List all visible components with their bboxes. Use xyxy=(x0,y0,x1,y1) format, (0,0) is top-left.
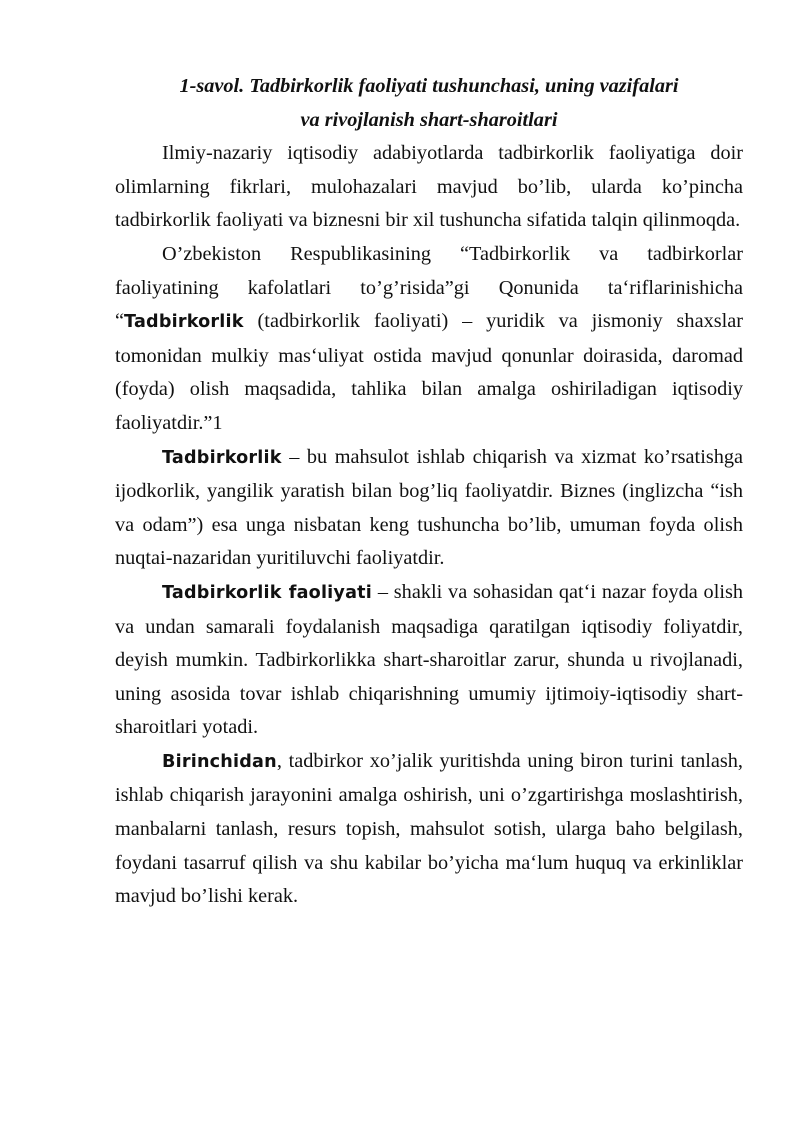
paragraph-3-body: – bu mahsulot ishlab chiqarish va xizmat ko’rsatishga ijodkorlik, yangilik yaratish bilan bog’liq faoliyatdir. Biznes (inglizcha “ish va odam”) esa unga nisbatan keng tushuncha bo’lib, umuman foyda olish nuqtai-nazaridan yuritiluvchi faoliyatdir. xyxy=(115,445,743,570)
term-tadbirkorlik: Tadbirkorlik xyxy=(162,447,282,468)
paragraph-3 xyxy=(115,441,743,576)
term-tadbirkorlik-faoliyati: Tadbirkorlik faoliyati xyxy=(162,582,372,603)
paragraph-2 xyxy=(115,238,743,441)
paragraph-5-body: , tadbirkor xo’jalik yuritishda uning biron turini tanlash, ishlab chiqarish jarayonini amalga oshirish, uni o’zgartirishga moslashtirish, manbalarni tanlash, resurs topish, mahsulot sotish, ularga baho belgilash, foydani tasarruf qilish va shu kabilar bo’yicha ma‘lum huquq va erkinliklar mavjud bo’lishi kerak. xyxy=(115,749,743,908)
paragraph-4 xyxy=(115,576,743,745)
paragraph-1: Ilmiy-nazariy iqtisodiy adabiyotlarda tadbirkorlik faoliyatiga doir olimlarning fikrlari, mulohazalari mavjud bo’lib, ularda ko’pincha tadbirkorlik faoliyati va biznesni bir xil tushuncha sifatida talqin qilinmoqda. xyxy=(115,142,743,232)
paragraph-2-lead: O’zbekiston Respublikasining “Tadbirkorlik va tadbirkorlar faoliyatining kafolatlari to’g’risida”gi Qonunida ta‘riflarinishicha “ xyxy=(115,242,743,333)
term-tadbirkorlik-definition: Tadbirkorlik xyxy=(124,312,244,333)
term-birinchidan: Birinchidan xyxy=(162,751,277,772)
section-title-line-1: 1-savol. Tadbirkorlik faoliyati tushunchasi, uning vazifalari xyxy=(179,75,679,97)
document-page xyxy=(115,70,743,914)
paragraph-5 xyxy=(115,745,743,914)
section-title xyxy=(115,70,743,137)
paragraph-2-body: (tadbirkorlik faoliyati) – yuridik va jismoniy shaxslar tomonidan mulkiy mas‘uliyat ostida mavjud qonunlar doirasida, daromad (foyda) olish maqsadida, tahlika bilan amalga oshiriladigan iqtisodiy faoliyatdir.”1 xyxy=(115,310,743,434)
section-title-line-2: va rivojlanish shart-sharoitlari xyxy=(300,108,558,131)
paragraph-4-body: – shakli va sohasidan qat‘i nazar foyda olish va undan samarali foydalanish maqsadiga qaratilgan iqtisodiy foliyatdir, deyish mumkin. Tadbirkorlikka shart-sharoitlar zarur, shunda u rivojlanadi, uning asosida tovar ishlab chiqarishning umumiy ijtimoiy-iqtisodiy shart-sharoitlari yotadi. xyxy=(115,580,743,739)
